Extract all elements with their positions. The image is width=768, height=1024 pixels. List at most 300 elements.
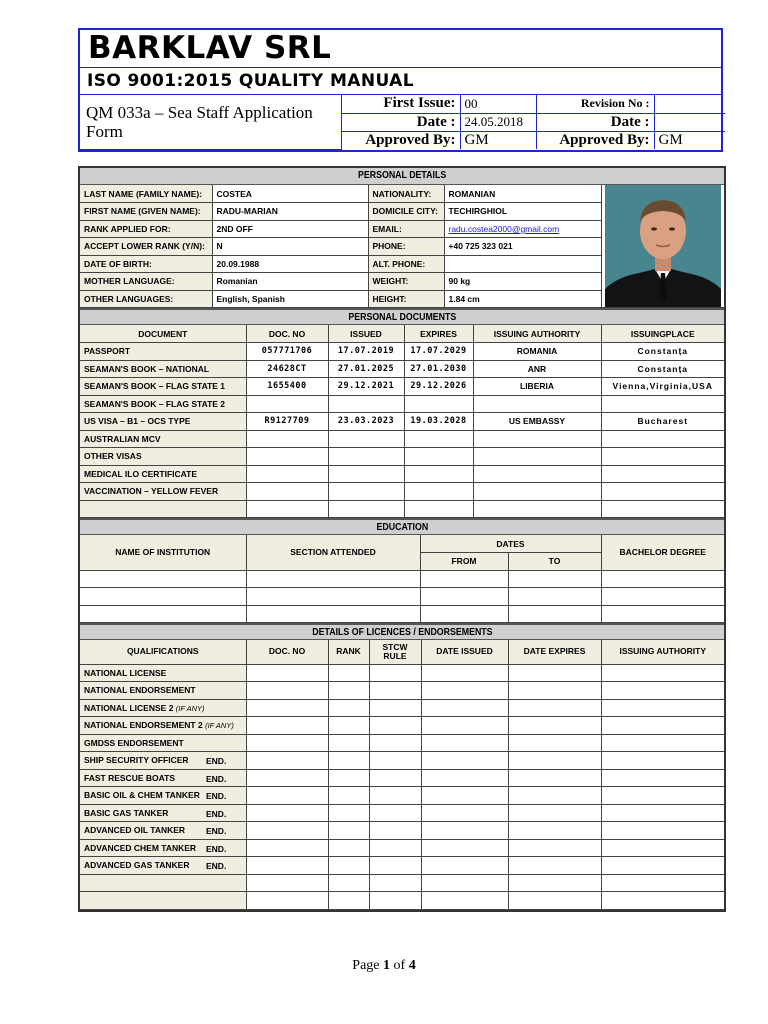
table-cell[interactable] (404, 500, 473, 518)
table-cell[interactable] (508, 588, 601, 606)
table-cell[interactable] (246, 874, 328, 892)
table-cell[interactable] (421, 787, 508, 805)
field-label: MOTHER LANGUAGE: (80, 273, 212, 291)
table-row (80, 360, 724, 378)
endorsement-marker: END. (206, 773, 227, 784)
table-cell[interactable] (404, 483, 473, 501)
column-header: RANK (328, 640, 369, 664)
table-cell[interactable] (328, 395, 404, 413)
qualification-name (80, 874, 246, 892)
table-cell[interactable] (601, 430, 724, 448)
qualification-note: (IF ANY) (205, 721, 234, 731)
page-total: 4 (408, 958, 416, 973)
column-header: DOC. NO (246, 640, 328, 664)
date2-value (654, 113, 725, 131)
field-value[interactable]: 90 kg (444, 273, 601, 291)
table-cell[interactable] (421, 682, 508, 700)
endorsement-marker: END. (206, 808, 227, 819)
qualification-label: BASIC OIL & CHEM TANKER (84, 790, 200, 801)
section-title: DETAILS OF LICENCES / ENDORSEMENTS (80, 623, 724, 640)
table-cell[interactable] (246, 430, 328, 448)
table-cell[interactable] (421, 874, 508, 892)
table-cell[interactable] (246, 769, 328, 787)
table-header-row (80, 325, 724, 343)
table-cell[interactable] (328, 857, 369, 875)
column-header: DOC. NO (246, 325, 328, 343)
table-cell[interactable] (473, 483, 601, 501)
table-header-row (80, 640, 724, 664)
field-value[interactable]: COSTEA (212, 185, 368, 203)
approved-label: Approved By: (341, 131, 460, 149)
qualification-label: NATIONAL ENDORSEMENT (84, 685, 196, 696)
approved-value: GM (460, 131, 536, 149)
column-header: DATE EXPIRES (508, 640, 601, 664)
column-header: DOCUMENT (80, 325, 246, 343)
licences-table (80, 640, 724, 910)
table-cell[interactable] (369, 857, 421, 875)
table-cell[interactable] (508, 804, 601, 822)
table-cell[interactable] (369, 699, 421, 717)
table-cell[interactable] (369, 892, 421, 910)
table-cell[interactable] (328, 752, 369, 770)
table-row (80, 448, 724, 466)
table-cell[interactable]: Constanța (601, 343, 724, 361)
field-value[interactable]: English, Spanish (212, 290, 368, 308)
table-cell[interactable] (601, 787, 724, 805)
table-cell[interactable] (246, 500, 328, 518)
table-cell[interactable] (473, 395, 601, 413)
education-table (80, 535, 724, 623)
qualification-label: NATIONAL LICENSE 2 (84, 702, 174, 713)
table-cell[interactable] (328, 822, 369, 840)
table-cell[interactable] (328, 682, 369, 700)
table-cell[interactable] (369, 717, 421, 735)
form-title: QM 033a – Sea Staff Application Form (80, 95, 341, 149)
table-cell[interactable]: 29.12.2021 (328, 378, 404, 396)
table-cell[interactable] (328, 500, 404, 518)
table-cell[interactable] (601, 804, 724, 822)
email-link[interactable]: radu.costea2000@gmail.com (448, 223, 560, 234)
table-cell[interactable] (369, 839, 421, 857)
field-label: DOMICILE CITY: (368, 203, 444, 221)
column-header: ISSUING AUTHORITY (473, 325, 601, 343)
table-cell[interactable] (601, 465, 724, 483)
table-cell[interactable] (246, 892, 328, 910)
education-section (80, 518, 724, 623)
table-cell[interactable] (421, 769, 508, 787)
table-cell[interactable] (328, 465, 404, 483)
table-cell[interactable] (404, 465, 473, 483)
table-cell[interactable]: 27.01.2030 (404, 360, 473, 378)
table-cell[interactable]: 17.07.2029 (404, 343, 473, 361)
table-cell[interactable] (421, 699, 508, 717)
document-name: OTHER VISAS (80, 448, 246, 466)
table-cell[interactable] (328, 717, 369, 735)
table-cell[interactable] (246, 682, 328, 700)
document-name: US VISA – B1 – OCS TYPE (80, 413, 246, 431)
qualification-name (80, 717, 246, 735)
document-name: PASSPORT (80, 343, 246, 361)
table-cell[interactable]: Bucharest (601, 413, 724, 431)
table-cell[interactable] (246, 717, 328, 735)
table-cell[interactable] (508, 769, 601, 787)
section-title: PERSONAL DETAILS (80, 168, 724, 185)
field-value[interactable] (444, 255, 601, 273)
qualification-note: (IF ANY) (175, 703, 205, 713)
field-label: PHONE: (368, 238, 444, 256)
company-name: BARKLAV SRL (80, 30, 721, 68)
qualification-label: NATIONAL LICENSE (84, 667, 167, 678)
section-header: SECTION ATTENDED (246, 535, 420, 570)
field-value[interactable]: TECHIRGHIOL (444, 203, 601, 221)
table-cell[interactable] (328, 874, 369, 892)
of-word: of (393, 958, 406, 973)
table-cell[interactable] (246, 465, 328, 483)
table-cell[interactable] (421, 822, 508, 840)
table-cell[interactable] (508, 752, 601, 770)
approved2-value: GM (654, 131, 725, 149)
table-cell[interactable] (328, 664, 369, 682)
endorsement-marker: END. (206, 826, 227, 836)
page-footer (0, 958, 768, 974)
table-cell[interactable] (421, 839, 508, 857)
field-value[interactable]: 2ND OFF (212, 220, 368, 238)
document-name (80, 500, 246, 518)
endorsement-marker: END. (206, 756, 227, 766)
table-cell[interactable] (601, 892, 724, 910)
table-cell[interactable] (601, 769, 724, 787)
qualification-label: FAST RESCUE BOATS (84, 772, 175, 783)
table-cell[interactable] (508, 699, 601, 717)
table-cell[interactable] (404, 395, 473, 413)
table-cell[interactable] (601, 483, 724, 501)
table-cell[interactable] (328, 892, 369, 910)
table-cell[interactable]: R9127709 (246, 413, 328, 431)
date-value: 24.05.2018 (460, 113, 536, 131)
table-cell[interactable] (328, 483, 404, 501)
applicant-photo (605, 185, 721, 307)
table-cell[interactable] (601, 500, 724, 518)
table-cell[interactable] (328, 787, 369, 805)
qualification-name (80, 857, 246, 875)
table-cell[interactable] (246, 483, 328, 501)
table-cell[interactable] (508, 605, 601, 623)
table-cell[interactable] (80, 588, 246, 606)
table-cell[interactable] (328, 430, 404, 448)
table-cell[interactable] (601, 570, 724, 588)
table-cell[interactable]: 17.07.2019 (328, 343, 404, 361)
document-name: SEAMAN'S BOOK – NATIONAL (80, 360, 246, 378)
table-cell[interactable] (421, 892, 508, 910)
table-row (80, 395, 724, 413)
first-issue-label: First Issue: (341, 95, 460, 113)
table-cell[interactable] (601, 588, 724, 606)
page-word: Page (352, 958, 380, 973)
field-label: RANK APPLIED FOR: (80, 220, 212, 238)
table-cell[interactable]: 27.01.2025 (328, 360, 404, 378)
personal-documents-section (80, 308, 724, 518)
section-title: PERSONAL DOCUMENTS (80, 308, 724, 325)
table-cell[interactable] (369, 664, 421, 682)
table-cell[interactable] (404, 430, 473, 448)
table-cell[interactable] (508, 734, 601, 752)
document-name: AUSTRALIAN MCV (80, 430, 246, 448)
table-cell[interactable] (328, 734, 369, 752)
field-value[interactable]: RADU-MARIAN (212, 203, 368, 221)
personal-documents-table (80, 325, 724, 518)
table-row (80, 699, 724, 717)
table-cell[interactable] (508, 787, 601, 805)
qualification-label: ADVANCED GAS TANKER (84, 860, 190, 871)
table-row (80, 839, 724, 857)
document-name: SEAMAN'S BOOK – FLAG STATE 2 (80, 395, 246, 413)
table-cell[interactable] (246, 857, 328, 875)
table-row (80, 483, 724, 501)
to-header: TO (508, 553, 601, 571)
field-value[interactable]: 20.09.1988 (212, 255, 368, 273)
qualification-name (80, 822, 246, 840)
column-header: STCW RULE (369, 640, 421, 664)
table-row (80, 570, 724, 588)
table-row (80, 682, 724, 700)
table-cell[interactable] (601, 857, 724, 875)
table-cell[interactable] (328, 839, 369, 857)
table-cell[interactable] (601, 605, 724, 623)
table-cell[interactable] (246, 734, 328, 752)
table-cell[interactable] (421, 752, 508, 770)
qualification-name (80, 804, 246, 822)
table-cell[interactable] (246, 787, 328, 805)
table-cell[interactable] (328, 769, 369, 787)
table-row (80, 605, 724, 623)
qualification-name (80, 682, 246, 700)
field-value[interactable]: N (212, 238, 368, 256)
table-cell[interactable] (369, 682, 421, 700)
table-cell[interactable]: 29.12.2026 (404, 378, 473, 396)
column-header: EXPIRES (404, 325, 473, 343)
table-cell[interactable] (601, 448, 724, 466)
table-cell[interactable] (508, 822, 601, 840)
field-value[interactable] (444, 220, 601, 238)
endorsement-marker: END. (206, 791, 227, 801)
table-cell[interactable] (420, 588, 508, 606)
table-cell[interactable] (328, 699, 369, 717)
table-cell[interactable] (601, 734, 724, 752)
table-cell[interactable] (369, 874, 421, 892)
table-cell[interactable] (421, 857, 508, 875)
field-label: OTHER LANGUAGES: (80, 290, 212, 308)
table-cell[interactable] (328, 448, 404, 466)
table-cell[interactable] (404, 448, 473, 466)
revision-label: Revision No : (536, 95, 654, 113)
table-row (80, 734, 724, 752)
table-cell[interactable] (246, 570, 420, 588)
table-cell[interactable] (246, 448, 328, 466)
table-row (80, 769, 724, 787)
column-header: QUALIFICATIONS (80, 640, 246, 664)
table-row (80, 717, 724, 735)
table-cell[interactable] (421, 717, 508, 735)
table-cell[interactable] (601, 682, 724, 700)
table-row (80, 857, 724, 875)
table-cell[interactable] (508, 839, 601, 857)
table-row (80, 430, 724, 448)
first-issue-value: 00 (460, 95, 536, 113)
table-cell[interactable] (246, 804, 328, 822)
table-cell[interactable] (601, 752, 724, 770)
field-label: WEIGHT: (368, 273, 444, 291)
table-row (80, 787, 724, 805)
table-row (80, 664, 724, 682)
table-cell[interactable] (601, 699, 724, 717)
table-cell[interactable] (246, 699, 328, 717)
application-form (78, 166, 726, 912)
table-cell[interactable] (473, 448, 601, 466)
table-cell[interactable] (246, 839, 328, 857)
qualification-label: ADVANCED OIL TANKER (84, 825, 186, 836)
document-name: SEAMAN'S BOOK – FLAG STATE 1 (80, 378, 246, 396)
table-cell[interactable] (421, 664, 508, 682)
table-cell[interactable]: 057771706 (246, 343, 328, 361)
section-title: EDUCATION (80, 518, 724, 535)
dates-header: DATES (420, 535, 601, 553)
table-cell[interactable] (508, 664, 601, 682)
table-cell[interactable] (601, 717, 724, 735)
licences-section (80, 623, 724, 910)
table-row (80, 185, 724, 203)
table-cell[interactable] (420, 570, 508, 588)
table-cell[interactable] (328, 804, 369, 822)
qualification-label: GMDSS ENDORSEMENT (84, 737, 184, 748)
field-label: DATE OF BIRTH: (80, 255, 212, 273)
table-cell[interactable]: ANR (473, 360, 601, 378)
table-row (80, 343, 724, 361)
table-cell[interactable] (369, 752, 421, 770)
qualification-name (80, 734, 246, 752)
revision-value (654, 95, 725, 113)
endorsement-marker: END. (206, 843, 227, 854)
table-row (80, 588, 724, 606)
document-name: MEDICAL ILO CERTIFICATE (80, 465, 246, 483)
field-value[interactable]: ROMANIAN (444, 185, 601, 203)
table-cell[interactable]: 23.03.2023 (328, 413, 404, 431)
qualification-name (80, 752, 246, 770)
table-cell[interactable] (246, 752, 328, 770)
personal-details-table (80, 185, 724, 308)
table-cell[interactable] (508, 857, 601, 875)
table-cell[interactable] (421, 734, 508, 752)
table-cell[interactable] (601, 822, 724, 840)
manual-title: ISO 9001:2015 QUALITY MANUAL (80, 68, 721, 95)
table-cell[interactable]: LIBERIA (473, 378, 601, 396)
table-cell[interactable] (369, 804, 421, 822)
table-row (80, 804, 724, 822)
field-label: EMAIL: (368, 220, 444, 238)
column-header: ISSUED (328, 325, 404, 343)
table-cell[interactable]: 1655400 (246, 378, 328, 396)
qualification-name (80, 664, 246, 682)
from-header: FROM (420, 553, 508, 571)
table-cell[interactable] (473, 430, 601, 448)
field-label: FIRST NAME (GIVEN NAME): (80, 203, 212, 221)
table-cell[interactable]: 19.03.2028 (404, 413, 473, 431)
date-label: Date : (341, 113, 460, 131)
table-row (80, 752, 724, 770)
document-header (78, 28, 723, 152)
qualification-name (80, 839, 246, 857)
table-cell[interactable] (473, 500, 601, 518)
table-cell[interactable] (80, 570, 246, 588)
table-cell[interactable] (420, 605, 508, 623)
table-row (80, 378, 724, 396)
field-value[interactable]: +40 725 323 021 (444, 238, 601, 256)
field-label: LAST NAME (FAMILY NAME): (80, 185, 212, 203)
table-cell[interactable]: Constanța (601, 360, 724, 378)
field-label: HEIGHT: (368, 290, 444, 308)
table-cell[interactable] (601, 664, 724, 682)
personal-details-section (80, 168, 724, 308)
table-cell[interactable] (508, 717, 601, 735)
table-cell[interactable] (369, 734, 421, 752)
table-cell[interactable] (508, 874, 601, 892)
table-cell[interactable] (508, 892, 601, 910)
table-cell[interactable] (246, 588, 420, 606)
approved2-label: Approved By: (536, 131, 654, 149)
table-cell[interactable]: 24628CT (246, 360, 328, 378)
table-cell[interactable] (508, 682, 601, 700)
table-cell[interactable] (369, 769, 421, 787)
table-row (80, 874, 724, 892)
table-cell[interactable] (508, 570, 601, 588)
table-cell[interactable] (601, 395, 724, 413)
column-header: ISSUINGPLACE (601, 325, 724, 343)
qualification-name (80, 699, 246, 717)
qualification-name (80, 769, 246, 787)
table-cell[interactable] (369, 822, 421, 840)
table-cell[interactable] (601, 839, 724, 857)
table-row (80, 465, 724, 483)
table-cell[interactable] (246, 395, 328, 413)
table-cell[interactable]: ROMANIA (473, 343, 601, 361)
endorsement-marker: END. (206, 861, 227, 871)
table-cell[interactable] (421, 804, 508, 822)
field-value[interactable]: Romanian (212, 273, 368, 291)
table-cell[interactable] (80, 605, 246, 623)
table-row (80, 500, 724, 518)
portrait-image (605, 185, 721, 307)
qualification-label: SHIP SECURITY OFFICER (84, 755, 189, 766)
header-info-table (80, 95, 725, 150)
photo-cell (601, 185, 724, 308)
date2-label: Date : (536, 113, 654, 131)
table-row (80, 822, 724, 840)
field-value[interactable]: 1.84 cm (444, 290, 601, 308)
table-cell[interactable] (246, 664, 328, 682)
table-cell[interactable] (601, 874, 724, 892)
table-cell[interactable] (369, 787, 421, 805)
column-header: ISSUING AUTHORITY (601, 640, 724, 664)
field-label: NATIONALITY: (368, 185, 444, 203)
table-cell[interactable]: US EMBASSY (473, 413, 601, 431)
table-cell[interactable] (246, 822, 328, 840)
field-label: ALT. PHONE: (368, 255, 444, 273)
qualification-label: BASIC GAS TANKER (84, 807, 169, 818)
table-row (80, 413, 724, 431)
table-cell[interactable]: Vienna,Virginia,USA (601, 378, 724, 396)
table-cell[interactable] (246, 605, 420, 623)
institution-header: NAME OF INSTITUTION (80, 535, 246, 570)
table-cell[interactable] (473, 465, 601, 483)
